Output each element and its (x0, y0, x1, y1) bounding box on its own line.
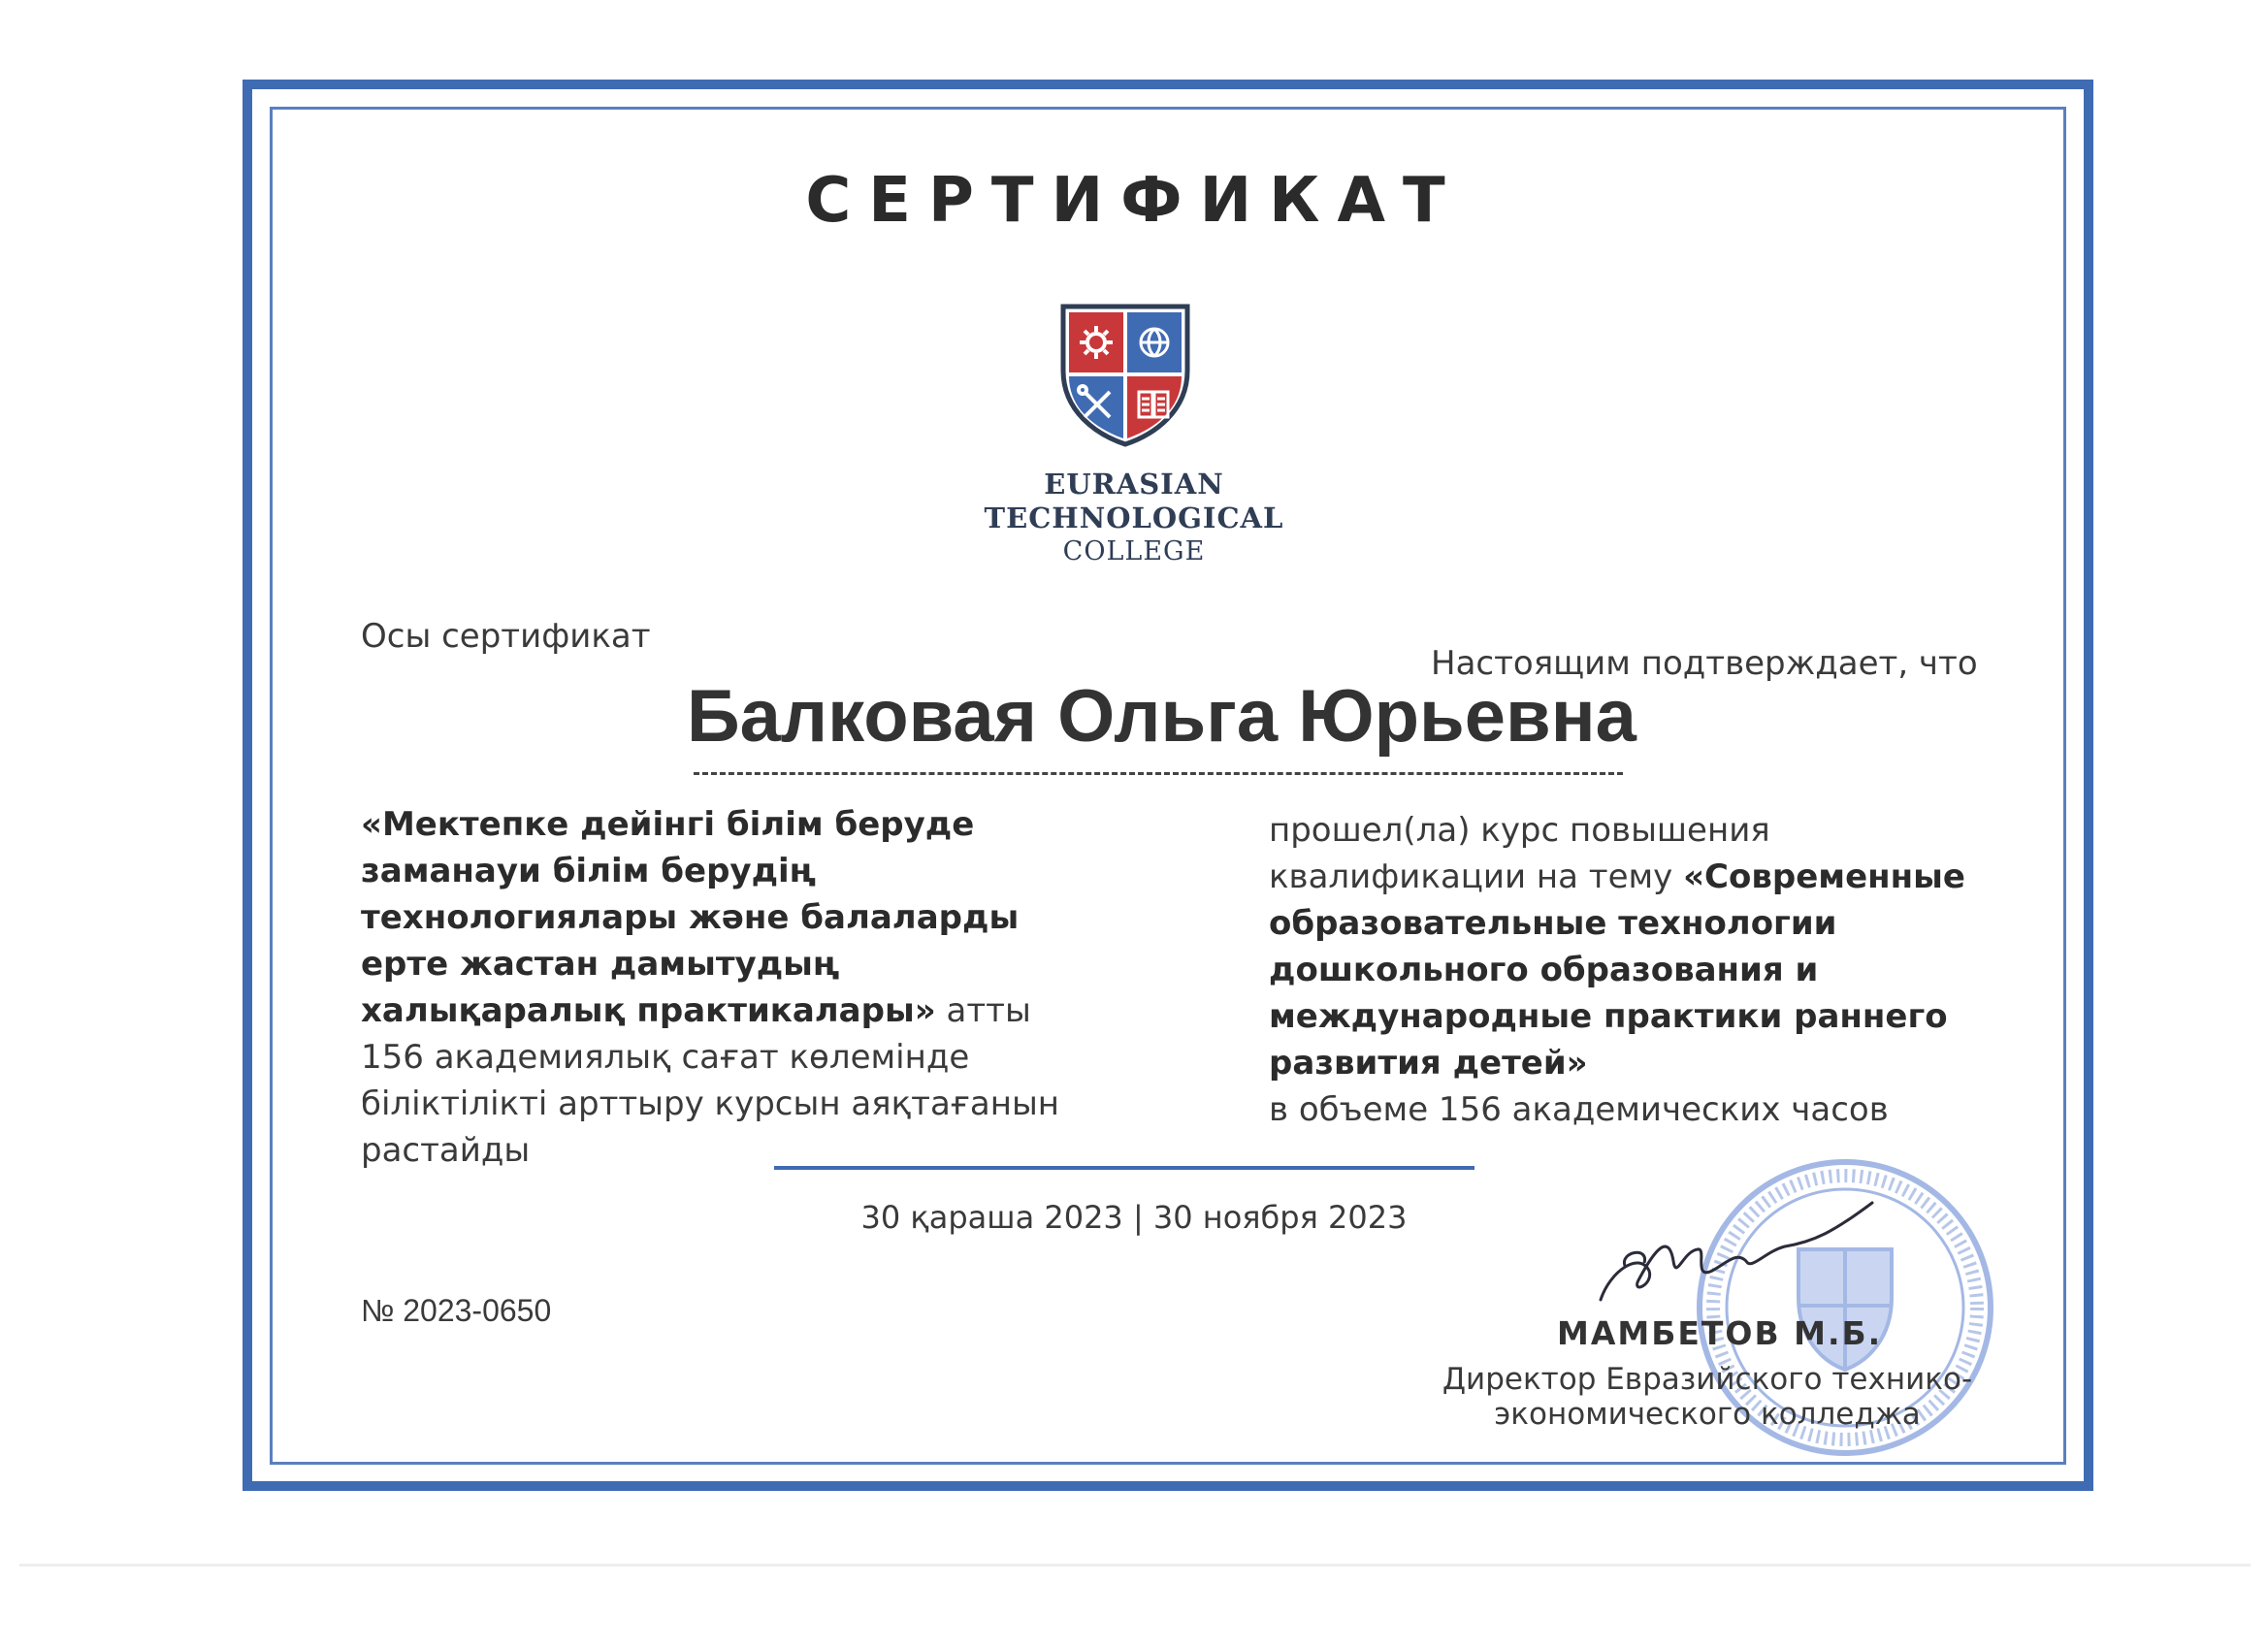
kazakh-course-title: «Мектепке дейінгі білім беруде заманауи білім берудің технологиялары және балаларды ерте жастан дамытудың халықаралық практикалары» (361, 805, 1020, 1030)
shield-logo-icon (1057, 303, 1193, 448)
certificate-title: СЕРТИФИКАТ (805, 165, 1463, 237)
college-name-line3: COLLEGE (1062, 536, 1206, 566)
certificate-number: № 2023-0650 (361, 1293, 552, 1328)
page-edge (19, 1564, 2251, 1567)
kazakh-intro: Осы сертификат (361, 617, 651, 656)
kazakh-course-details: атты 156 академиялық сағат көлемінде біліктілікті арттыру курсын аяқтағанын растайды (361, 991, 1060, 1170)
signature (1581, 1193, 1901, 1319)
college-name-line2: TECHNOLOGICAL (984, 501, 1284, 534)
signer-name: МАМБЕТОВ М.Б. (1557, 1314, 1883, 1352)
college-name-line1: EURASIAN (1044, 468, 1224, 501)
kazakh-course-text (361, 801, 1098, 1174)
russian-course-text (1269, 807, 1967, 1133)
name-underline (694, 772, 1623, 775)
russian-intro: Настоящим подтверждает, что (1431, 644, 1978, 683)
russian-course-hours: в объеме 156 академических часов (1269, 1090, 1889, 1129)
russian-course-intro: прошел(ла) курс повышения квалификации на тему (1269, 811, 1770, 896)
issue-date: 30 қараша 2023 | 30 ноября 2023 (860, 1199, 1408, 1236)
russian-course-title: «Современные образовательные технологии дошкольного образования и международные практики раннего развития детей» (1269, 857, 1965, 1083)
signer-position: Директор Евразийского технико-экономического колледжа (1442, 1362, 1973, 1432)
recipient-name: Балковая Ольга Юрьевна (687, 675, 1636, 758)
date-divider (774, 1166, 1474, 1170)
